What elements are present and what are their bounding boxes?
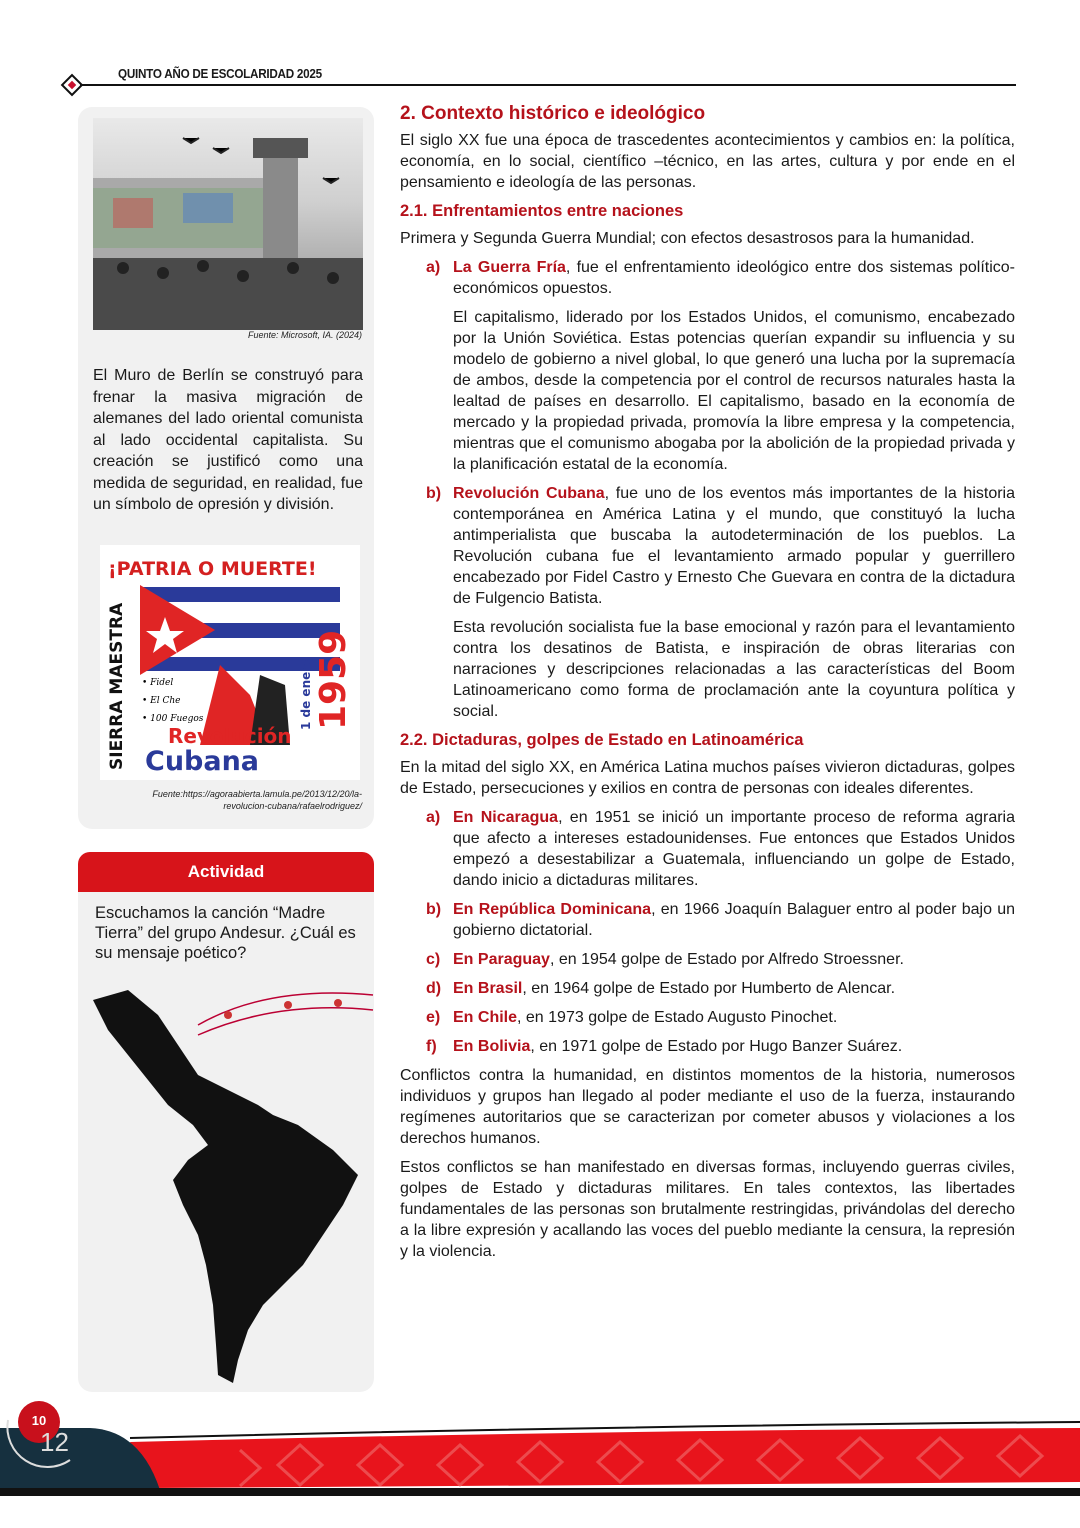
item-label: a) [426, 259, 441, 276]
item-keyword: Revolución Cubana [453, 485, 605, 502]
item-text: , en 1973 golpe de Estado Augusto Pinochet. [517, 1009, 838, 1026]
conflicts-paragraph-1: Conflictos contra la humanidad, en distintos momentos de la historia, numerosos individuos y grupos han llegado al poder mediante el uso de la fuerza, instaurando regímenes autoritarios que se caracterizan por cometer abusos y violaciones a los derechos humanos. [400, 1067, 1015, 1147]
item-keyword: En República Dominicana [453, 901, 652, 918]
item-label: a) [426, 809, 441, 826]
item-text: , en 1951 se inició un importante proceso de reforma agraria que afecto a intereses estadounidenses. Fue entonces que Estados Unidos empezó a desestabilizar a Guatemala, influenciando un golpe de Estado, dando inicio a dictaduras militares. [453, 809, 1016, 889]
item-label: d) [426, 980, 442, 997]
list-item [426, 257, 1015, 299]
dictatorship-list [400, 807, 1015, 1057]
item-label: c) [426, 951, 441, 968]
poster-name: • Fidel [142, 678, 174, 688]
item-keyword: La Guerra Fría [453, 259, 566, 276]
activity-text: Escuchamos la canción “Madre Tierra” del grupo Andesur. ¿Cuál es su mensaje poético? [95, 904, 356, 962]
berlin-wall-image [93, 118, 363, 330]
poster-slogan: ¡PATRIA O MUERTE! [108, 558, 317, 580]
paragraph-2-2: En la mitad del siglo XX, en América Latina muchos países vivieron dictaduras, golpes de Estado, persecuciones y exilios en contra de personas con ideales diferentes. [400, 759, 1015, 797]
list-item [426, 807, 1015, 891]
list-item [426, 899, 1015, 941]
item-text: , en 1964 golpe de Estado por Humberto de Alencar. [522, 980, 896, 997]
cuban-revolution-poster [100, 545, 360, 780]
list-item [426, 949, 1015, 970]
list-item [426, 1007, 1015, 1028]
photo-caption: Fuente: Microsoft, IA. (2024) [247, 330, 362, 340]
intro-paragraph: El siglo XX fue una época de trascedentes acontecimientos y cambios en: la política, economía, en lo social, científico –técnico, en las artes, cultura y por ende en el pensamiento e ideología de las personas. [400, 132, 1015, 191]
header-rule [80, 84, 1016, 86]
main-content [400, 103, 1015, 1270]
poster-year: 1959 [313, 629, 354, 730]
footer-band [0, 1400, 1080, 1528]
subsection-heading-2-2: 2.2. Dictaduras, golpes de Estado en Latinoamérica [400, 731, 804, 749]
item-label: b) [426, 901, 442, 918]
item-text: , en 1971 golpe de Estado por Hugo Banzer Suárez. [530, 1038, 903, 1055]
cuban-revolution-detail: Esta revolución socialista fue la base emocional y razón para el levantamiento contra los desatinos de Batista, e inspiración de obras literarias con narraciones y descripciones relacionadas a las características del Boom Latinoamericano como forma de proclamación ante la coyuntura política y social. [453, 619, 1015, 720]
activity-title: Actividad [78, 852, 374, 892]
item-keyword: En Nicaragua [453, 809, 559, 826]
item-keyword: En Chile [453, 1009, 518, 1026]
berlin-wall-text: El Muro de Berlín se construyó para frenar la masiva migración de alemanes del lado oriental comunista al lado occidental capitalista. Su creación se justificó como una medida de seguridad, en realidad, fue un símbolo de opresión y división. [93, 367, 363, 513]
header-title: QUINTO AÑO DE ESCOLARIDAD 2025 [118, 66, 322, 81]
list-item [426, 978, 1015, 999]
latin-america-map [88, 985, 378, 1385]
item-keyword: En Bolivia [453, 1038, 531, 1055]
poster-caption: Fuente:https://agoraabierta.lamula.pe/2013/12/20/la-revolucion-cubana/rafaelrodriguez/ [152, 789, 362, 811]
poster-side-text: SIERRA MAESTRA [107, 602, 127, 770]
item-text: , en 1966 Joaquín Balaguer entro al poder bajo un gobierno dictatorial. [453, 901, 1016, 939]
poster-name: • 100 Fuegos [142, 714, 204, 724]
page-number: 12 [40, 1427, 69, 1457]
item-label: b) [426, 485, 442, 502]
item-text: , fue uno de los eventos más importantes de la historia contemporánea en América Latina y el mundo, que constituyó la lucha antimperialista que buscaba la autodeterminación de los pueblos. La Revolución cubana fue el levantamiento armado popular y guerrillero encabezado por Fidel Castro y Ernesto Che Guevara en contra de la dictadura de Fulgencio Batista. [453, 485, 1015, 607]
list-item [426, 1036, 1015, 1057]
poster-line1: Revolución [168, 724, 292, 748]
poster-line2: Cubana [145, 746, 260, 777]
item-label: e) [426, 1009, 441, 1026]
item-keyword: En Brasil [453, 980, 523, 997]
item-text: , fue el enfrentamiento ideológico entre dos sistemas político-económicos opuestos. [453, 259, 1016, 297]
subsection-heading-2-1: 2.1. Enfrentamientos entre naciones [400, 202, 684, 220]
list-item [426, 483, 1015, 609]
poster-date: 1 de enero [299, 657, 313, 730]
section-heading: 2. Contexto histórico e ideológico [400, 103, 706, 124]
conflicts-paragraph-2: Estos conflictos se han manifestado en diversas formas, incluyendo guerras civiles, golpes de Estado y dictaduras militares. En tales contextos, las libertades fundamentales de las personas son brutalmente restringidas, privándolas del derecho a la libre expresión y acallando las voces del pueblo mediante la censura, la represión y la violencia. [400, 1159, 1015, 1260]
item-label: f) [426, 1038, 437, 1055]
page-badge: 10 [18, 1401, 60, 1443]
item-keyword: En Paraguay [453, 951, 550, 968]
item-text: , en 1954 golpe de Estado por Alfredo Stroessner. [549, 951, 904, 968]
cold-war-detail: El capitalismo, liderado por los Estados Unidos, el comunismo, encabezado por la Unión Soviética. Estas potencias querían expandir su influencia y su modelo de gobierno a nivel global, lo que generó una lucha por la supremacía de ambos, desde la competencia por el control de recursos naturales hasta la lealtad de países en desarrollo. El capitalismo, basado en la economía de mercado y la propiedad privada, promovía la libre empresa y la competencia, mientras que el comunismo abogaba por la abolición de la propiedad privada y la planificación estatal de la economía. [453, 309, 1015, 473]
poster-name: • El Che [142, 696, 181, 706]
paragraph-2-1: Primera y Segunda Guerra Mundial; con efectos desastrosos para la humanidad. [400, 230, 975, 247]
